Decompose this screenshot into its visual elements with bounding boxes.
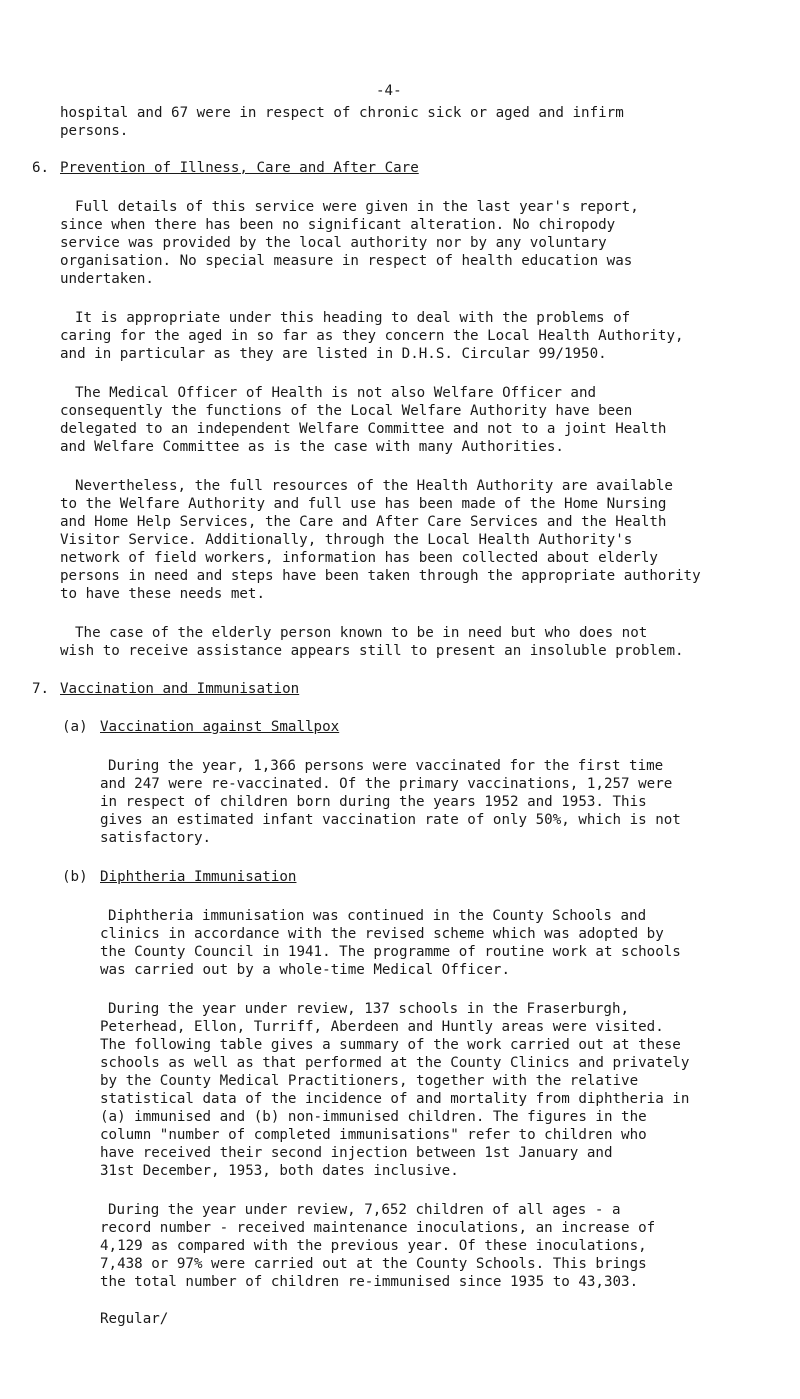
paragraph-line: 7,438 or 97% were carried out at the County Schools. This brings (100, 1256, 647, 1272)
paragraph-line: to the Welfare Authority and full use has been made of the Home Nursing (60, 496, 667, 512)
subsection-heading: Vaccination against Smallpox (100, 719, 340, 735)
paragraph-line: and Home Help Services, the Care and After Care Services and the Health (60, 514, 667, 530)
subsection-label: (b) (62, 869, 88, 885)
paragraph-line: satisfactory. (100, 830, 212, 846)
paragraph-line: was carried out by a whole-time Medical Officer. (100, 962, 510, 978)
paragraph-line: statistical data of the incidence of and mortality from diphtheria in (100, 1091, 690, 1107)
paragraph-line: column "number of completed immunisations" refer to children who (100, 1127, 647, 1143)
paragraph-line: persons in need and steps have been taken through the appropriate authority (60, 568, 701, 584)
paragraph-line: and 247 were re-vaccinated. Of the primary vaccinations, 1,257 were (100, 776, 673, 792)
paragraph-line: gives an estimated infant vaccination rate of only 50%, which is not (100, 812, 681, 828)
paragraph-line: in respect of children born during the years 1952 and 1953. This (100, 794, 647, 810)
paragraph-line: During the year under review, 7,652 children of all ages - a (108, 1202, 621, 1218)
page-number: -4- (376, 83, 402, 99)
section-heading: Vaccination and Immunisation (60, 681, 300, 697)
paragraph-line: since when there has been no significant alteration. No chiropody (60, 217, 616, 233)
paragraph-line: Nevertheless, the full resources of the Health Authority are available (75, 478, 673, 494)
paragraph-line: Full details of this service were given in the last year's report, (75, 199, 639, 215)
subsection-heading: Diphtheria Immunisation (100, 869, 297, 885)
paragraph-line: record number - received maintenance inoculations, an increase of (100, 1220, 656, 1236)
intro-line: persons. (60, 123, 129, 139)
paragraph-line: by the County Medical Practitioners, together with the relative (100, 1073, 639, 1089)
paragraph-line: 31st December, 1953, both dates inclusive. (100, 1163, 459, 1179)
paragraph-line: During the year, 1,366 persons were vaccinated for the first time (108, 758, 664, 774)
paragraph-line: wish to receive assistance appears still to present an insoluble problem. (60, 643, 684, 659)
paragraph-line: delegated to an independent Welfare Committee and not to a joint Health (60, 421, 667, 437)
paragraph-line: Diphtheria immunisation was continued in the County Schools and (108, 908, 647, 924)
section-number: 6. (32, 160, 50, 176)
paragraph-line: Peterhead, Ellon, Turriff, Aberdeen and Huntly areas were visited. (100, 1019, 664, 1035)
section-number: 7. (32, 681, 50, 697)
paragraph-line: network of field workers, information has been collected about elderly (60, 550, 658, 566)
paragraph-line: During the year under review, 137 schools in the Fraserburgh, (108, 1001, 630, 1017)
paragraph-line: and Welfare Committee as is the case with many Authorities. (60, 439, 564, 455)
paragraph-line: organisation. No special measure in respect of health education was (60, 253, 633, 269)
paragraph-line: The case of the elderly person known to be in need but who does not (75, 625, 648, 641)
paragraph-line: 4,129 as compared with the previous year. Of these inoculations, (100, 1238, 647, 1254)
paragraph-line: The Medical Officer of Health is not also Welfare Officer and (75, 385, 597, 401)
paragraph-line: caring for the aged in so far as they concern the Local Health Authority, (60, 328, 684, 344)
catchword: Regular/ (100, 1311, 169, 1327)
paragraph-line: It is appropriate under this heading to deal with the problems of (75, 310, 631, 326)
section-heading: Prevention of Illness, Care and After Care (60, 160, 419, 176)
paragraph-line: The following table gives a summary of the work carried out at these (100, 1037, 681, 1053)
paragraph-line: service was provided by the local authority nor by any voluntary (60, 235, 607, 251)
paragraph-line: the County Council in 1941. The programme of routine work at schools (100, 944, 681, 960)
paragraph-line: (a) immunised and (b) non-immunised children. The figures in the (100, 1109, 647, 1125)
paragraph-line: to have these needs met. (60, 586, 265, 602)
paragraph-line: and in particular as they are listed in D.H.S. Circular 99/1950. (60, 346, 607, 362)
paragraph-line: schools as well as that performed at the County Clinics and privately (100, 1055, 690, 1071)
paragraph-line: undertaken. (60, 271, 154, 287)
paragraph-line: have received their second injection between 1st January and (100, 1145, 613, 1161)
intro-line: hospital and 67 were in respect of chronic sick or aged and infirm (60, 105, 624, 121)
paragraph-line: the total number of children re-immunised since 1935 to 43,303. (100, 1274, 639, 1290)
paragraph-line: consequently the functions of the Local Welfare Authority have been (60, 403, 633, 419)
paragraph-line: clinics in accordance with the revised scheme which was adopted by (100, 926, 664, 942)
paragraph-line: Visitor Service. Additionally, through the Local Health Authority's (60, 532, 633, 548)
subsection-label: (a) (62, 719, 88, 735)
